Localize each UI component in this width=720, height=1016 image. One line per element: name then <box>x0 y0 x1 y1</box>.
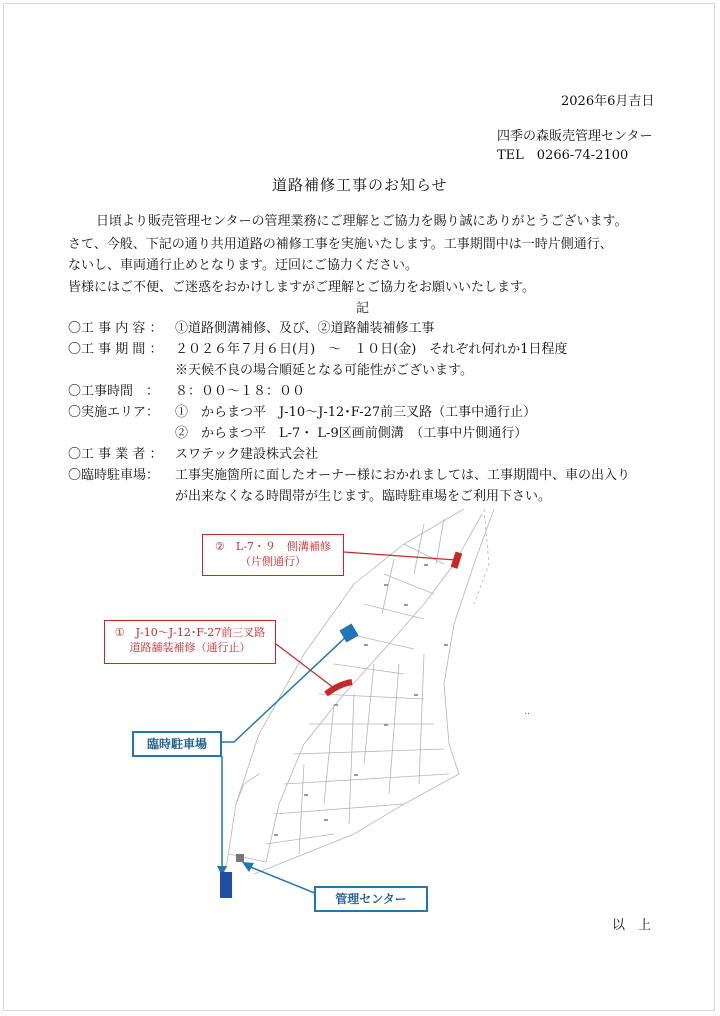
site-map <box>4 4 714 1010</box>
area-label: 〇実施エリア： <box>68 405 160 420</box>
management-center-marker <box>220 872 232 898</box>
ki-heading: 記 <box>356 301 370 316</box>
period-label: 〇工 事 期 間 ： <box>68 342 163 357</box>
content-value: ①道路側溝補修、及び、②道路舗装補修工事 <box>175 321 435 336</box>
notice-date: 2026年6月吉日 <box>561 94 655 109</box>
notice-page <box>3 3 715 1011</box>
callout-1-line-2: 道路舗装補修（通行止） <box>129 641 251 654</box>
leader-line-1 <box>276 644 334 688</box>
center-leader-line <box>248 866 322 896</box>
map-dots: ‥ <box>524 707 531 717</box>
notice-title: 道路補修工事のお知らせ <box>272 176 448 194</box>
parking-label: 〇臨時駐車場： <box>68 468 160 483</box>
repair-marker-1 <box>326 682 352 694</box>
closing-ijou: 以 上 <box>612 918 652 933</box>
callout-parking: 臨時駐車場 <box>132 731 222 757</box>
callout-repair-2 <box>202 534 344 576</box>
issuer-name: 四季の森販売管理センター <box>497 129 653 144</box>
leader-line-2 <box>344 552 456 560</box>
callout-repair-1 <box>104 620 276 664</box>
period-value: ２０２６年７月６日(月) ～ １０日(金) それぞれ何れか1日程度 <box>175 342 568 357</box>
parking-value-line-1: 工事実施箇所に面したオーナー様におかれましては、工事期間中、車の出入り <box>175 468 631 483</box>
body-paragraph-1: 日頃より販売管理センターの管理業務にご理解とご協力を賜り誠にありがとうございます。 <box>96 214 628 229</box>
callout-2-line-2: （片側通行） <box>240 555 306 568</box>
area-item-2: ② からまつ平 L-7・ L-9区画前側溝 （工事中片側通行） <box>175 426 528 441</box>
issuer-tel: TEL 0266-74-2100 <box>497 148 629 163</box>
content-label: 〇工 事 内 容 ： <box>68 321 163 336</box>
callout-2-line-1: ② L-7・９ 側溝補修 <box>215 540 331 553</box>
building-icon <box>236 854 244 862</box>
contractor-label: 〇工 事 業 者 ： <box>68 447 163 462</box>
callout-management-center: 管理センター <box>314 886 428 912</box>
body-paragraph-4: 皆様にはご不便、ご迷惑をおかけしますがご理解とご協力をお願いいたします。 <box>68 280 535 295</box>
hours-label: 〇工事時間 ： <box>68 384 160 399</box>
period-note: ※天候不良の場合順延となる可能性がございます。 <box>175 363 473 378</box>
callout-1-line-1: ① J-10～J-12･F-27前三叉路 <box>114 626 266 639</box>
hours-value: ８：００～１８：００ <box>175 384 306 399</box>
body-paragraph-2: さて、今般、下記の通り共用道路の補修工事を実施いたします。工事期間中は一時片側通行、 <box>68 237 613 252</box>
parking-value-line-2: が出来なくなる時間帯が生じます。臨時駐車場をご利用下さい。 <box>175 489 551 504</box>
contractor-value: スワテック建設株式会社 <box>175 447 319 462</box>
body-paragraph-3: ないし、車両通行止めとなります。迂回にご協力ください。 <box>68 258 418 273</box>
area-item-1: ① からまつ平 J-10～J-12･F-27前三叉路（工事中通行止） <box>175 405 537 420</box>
